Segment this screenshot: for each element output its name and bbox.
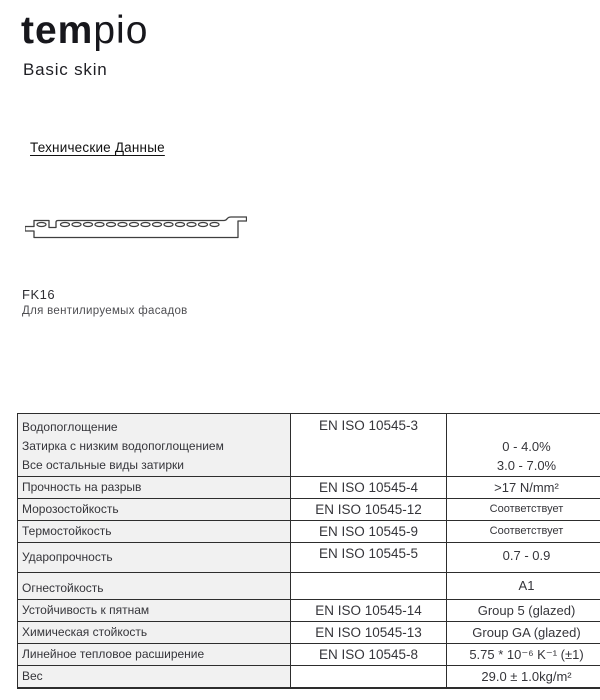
standard-cell: EN ISO 10545-8	[291, 644, 447, 666]
standard-cell: EN ISO 10545-13	[291, 622, 447, 644]
standard-cell	[291, 666, 447, 689]
standard-cell	[291, 573, 447, 600]
value-text: Group GA (glazed)	[472, 625, 581, 640]
table-row	[18, 573, 600, 600]
value-cell	[447, 600, 600, 622]
table-row	[18, 521, 600, 543]
product-code: FK16	[22, 287, 56, 302]
property-cell	[18, 666, 291, 689]
value-cell	[447, 622, 600, 644]
property-cell	[18, 644, 291, 666]
property-cell	[18, 521, 291, 543]
property-label: Затирка с низким водопоглощением	[22, 439, 224, 453]
value-text: 29.0 ± 1.0kg/m²	[481, 669, 572, 684]
table-row	[18, 666, 600, 689]
standard-cell: EN ISO 10545-14	[291, 600, 447, 622]
value-text: 3.0 - 7.0%	[496, 458, 557, 473]
value-text: 0.7 - 0.9	[502, 548, 551, 563]
value-cell	[447, 521, 600, 543]
standard-cell: EN ISO 10545-12	[291, 499, 447, 521]
property-cell	[18, 622, 291, 644]
value-text: 0 - 4.0%	[502, 439, 551, 454]
brand-logo-bold: tem	[21, 9, 94, 52]
property-label: Термостойкость	[22, 524, 112, 538]
technical-data-table-body	[18, 414, 600, 689]
property-label: Устойчивость к пятнам	[22, 603, 150, 617]
property-cell	[18, 477, 291, 499]
standard-cell: EN ISO 10545-5	[291, 543, 447, 573]
panel-outline	[25, 217, 247, 238]
value-text: >17 N/mm²	[494, 480, 559, 495]
table-row	[18, 600, 600, 622]
brand-logo	[21, 10, 148, 53]
property-label: Вес	[22, 669, 43, 683]
table-row	[18, 622, 600, 644]
table-row	[18, 414, 600, 477]
property-cell	[18, 600, 291, 622]
value-text: Соответствует	[489, 525, 564, 537]
product-line-name: Basic skin	[23, 60, 108, 79]
value-text: A1	[518, 578, 535, 593]
value-text	[451, 418, 600, 437]
technical-data-table	[17, 413, 600, 689]
standard-cell: EN ISO 10545-9	[291, 521, 447, 543]
property-cell	[18, 499, 291, 521]
section-heading: Технические Данные	[30, 140, 165, 155]
table-row	[18, 543, 600, 573]
value-text: Соответствует	[489, 503, 564, 515]
property-label: Морозостойкость	[22, 502, 119, 516]
table-row	[18, 499, 600, 521]
value-cell	[447, 543, 600, 573]
property-cell	[18, 543, 291, 573]
property-label: Ударопрочность	[22, 550, 113, 564]
brand-logo-light: pio	[93, 9, 149, 52]
property-label: Огнестойкость	[22, 581, 104, 595]
product-description: Для вентилируемых фасадов	[22, 305, 188, 317]
value-cell	[447, 573, 600, 600]
value-cell	[447, 414, 600, 477]
value-cell	[447, 644, 600, 666]
value-cell	[447, 499, 600, 521]
table-row	[18, 477, 600, 499]
property-label: Все остальные виды затирки	[22, 458, 185, 472]
property-label: Химическая стойкость	[22, 625, 148, 639]
value-text: Group 5 (glazed)	[477, 603, 576, 618]
value-cell	[447, 477, 600, 499]
standard-cell: EN ISO 10545-3	[291, 414, 447, 477]
value-text: 5.75 * 10⁻⁶ K⁻¹ (±1)	[469, 647, 584, 662]
value-cell	[447, 666, 600, 689]
table-row	[18, 644, 600, 666]
panel-profile-drawing	[25, 215, 247, 243]
standard-cell: EN ISO 10545-4	[291, 477, 447, 499]
property-label: Линейное тепловое расширение	[22, 647, 205, 661]
property-cell	[18, 573, 291, 600]
property-label: Прочность на разрыв	[22, 480, 142, 494]
property-cell	[18, 414, 291, 477]
property-label: Водопоглощение	[22, 420, 118, 434]
